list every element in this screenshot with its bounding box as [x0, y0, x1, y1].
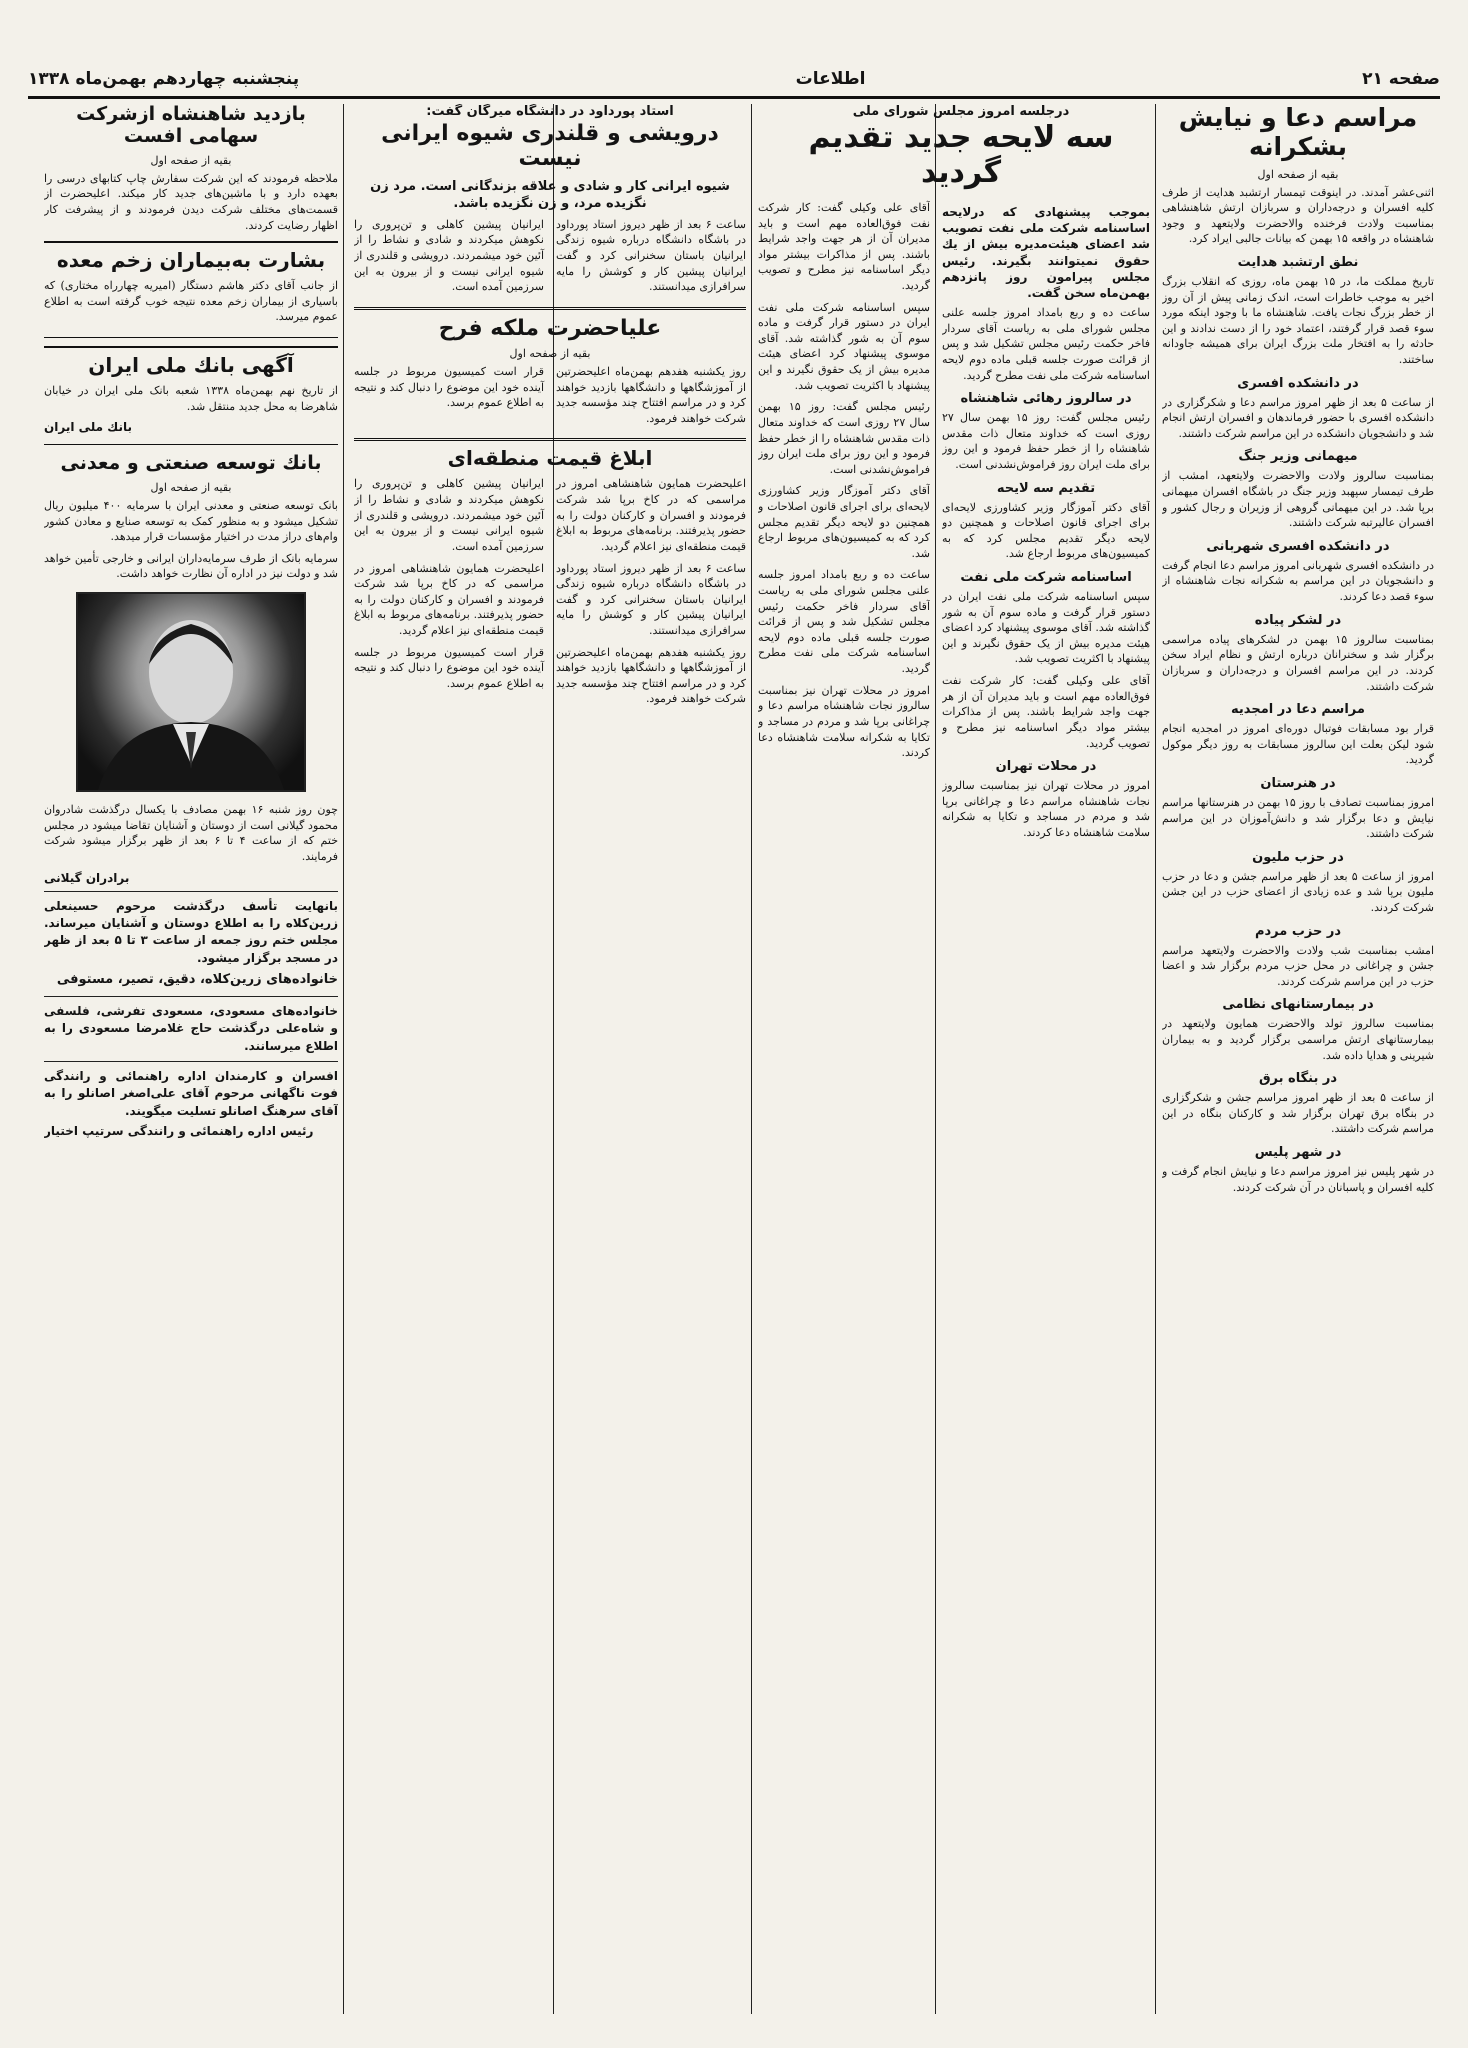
two-column-body: [354, 217, 746, 301]
paragraph: از ساعت ۵ بعد از ظهر امروز مراسم جشن و شکرگزاری در بنگاه برق تهران برگزار شد و کارکنان بنگاه در این مراسم شرکت داشتند.: [1162, 1091, 1434, 1136]
paragraph: بمناسبت سالروز ۱۵ بهمن در لشکرهای پیاده مراسمی برگزار شد و سخنرانان درباره ارتش و نظام ایراد سخن کردند. در این مراسم افسران و درجه‌داران و سربازان شرکت داشتند.: [1162, 632, 1434, 693]
paragraph: روز یکشنبه هفدهم بهمن‌ماه اعلیحضرتین از آموزشگاهها و دانشگاهها بازدید خواهند کرد و در مراسم افتتاح چند مؤسسه جدید شرکت خواهند فرمود.: [556, 365, 746, 425]
ad-stomach-ulcer: [44, 241, 338, 338]
paragraph: امروز در محلات تهران نیز بمناسبت سالروز نجات شاهنشاه مراسم دعا و چراغانی برپا شد و مردم در مساجد و تکایا به شکرانه سلامت شاهنشاه دعا کردند.: [942, 779, 1150, 839]
column-rule: [343, 104, 344, 2014]
headline-parliament: سه لایحه جدید تقدیم گردید: [808, 120, 1114, 190]
obituary-notice: خانواده‌های مسعودی، مسعودی تفرشی، فلسفی و شاه‌علی درگذشت حاج غلامرضا مسعودی را به اطلاع میرسانند.: [44, 1003, 338, 1053]
headline-industrial-bank: بانك توسعه صنعتی و معدنی: [60, 452, 322, 475]
paragraph: بمناسبت سالروز تولد والاحضرت همایون ولایتعهد در بیمارستانهای ارتش مراسمی برگزار گردید و به بیماران شیرینی و هدایا داده شد.: [1162, 1017, 1434, 1062]
paragraph: آقای علی وکیلی گفت: کار شرکت نفت فوق‌العاده مهم است و باید مدیران آن از هر جهت واجد شرایط باشند. پس از مذاکرات بیشتر مواد دیگر اساسنامه نیز مطرح و تصویب گردید.: [942, 674, 1150, 750]
section-heading: تقدیم سه لایحه: [996, 480, 1096, 496]
section-heading: نطق ارتشبد هدایت: [1237, 254, 1359, 270]
section-heading: در بنگاه برق: [1258, 1071, 1338, 1087]
paragraph: روز یکشنبه هفدهم بهمن‌ماه اعلیحضرتین از آموزشگاهها و دانشگاهها بازدید خواهند کرد و در مراسم افتتاح چند مؤسسه جدید شرکت خواهند فرمود.: [556, 645, 746, 706]
paragraph: ملاحظه فرمودند که این شرکت سفارش چاپ کتابهای درسی را بعهده دارد و با ماشین‌های جدید کار میکند. اعلیحضرت از قسمت‌های مختلف شرکت دیدن فرمودند و از پیشرفت کار اظهار رضایت کردند.: [44, 171, 338, 232]
section-heading: در محلات تهران: [995, 759, 1097, 775]
body-column: [556, 217, 746, 301]
section-heading: در دانشکده افسری شهربانی: [1206, 538, 1390, 554]
body-column: [354, 476, 544, 713]
paragraph: از جانب آقای دکتر هاشم دستگار (امیریه چهارراه مختاری) که باسیاری از بیماران زخم معده نتیجه خوب گرفته است به اطلاع عموم میرسد.: [44, 279, 338, 324]
paragraph: سپس اساسنامه شرکت ملی نفت ایران در دستور قرار گرفت و ماده سوم آن به شور گذاشته شد. آقای موسوی پیشنهاد کرد اعضای هیئت مدیره بیش از یک حقوق نگیرند و این پیشنهاد با اکثریت تصویب شد.: [942, 590, 1150, 666]
two-column-body: [354, 364, 746, 432]
section-heading: میهمانی وزیر جنگ: [1238, 449, 1358, 465]
section-heading: در حزب ملیون: [1252, 849, 1344, 865]
headline-queen-farah: علیاحضرت ملکه فرح: [438, 315, 662, 341]
paper-name: اطلاعات: [795, 69, 866, 89]
headline-offset-visit: بازدید شاهنشاه ازشرکت سهامی افست: [76, 104, 306, 147]
masthead: [28, 62, 1440, 99]
issue-date: پنجشنبه چهاردهم بهمن‌ماه ۱۳۳۸: [28, 69, 300, 89]
headline-stomach-ulcer: بشارت به‌بیماران زخم معده: [56, 248, 326, 273]
divider: [44, 891, 338, 892]
portrait-photo: [76, 592, 306, 792]
paragraph: در دانشکده افسری شهربانی امروز مراسم دعا انجام گرفت و دانشجویان در این مراسم به شکرانه نجات شاهنشاه از سوء قصد دعا کردند.: [1162, 558, 1434, 604]
paragraph: قرار است کمیسیون مربوط در جلسه آینده خود این موضوع را دنبال کند و نتیجه به اطلاع عموم برسد.: [354, 645, 544, 690]
section-heading: در دانشکده افسری: [1237, 375, 1359, 391]
paragraph: سرمایه بانک از طرف سرمایه‌داران ایرانی و خارجی تأمین خواهد شد و دولت نیز در اداره آن نظارت خواهد داشت.: [44, 551, 338, 581]
headline-ceremonies: مراسم دعا و نیایش بشکرانه: [1178, 104, 1418, 161]
paragraph: در شهر پلیس نیز امروز مراسم دعا و نیایش انجام گرفت و کلیه افسران و پاسبانان در آن شرکت کردند.: [1162, 1165, 1434, 1194]
body-column: [556, 364, 746, 432]
paragraph: اثنی‌عشر آمدند. در اینوقت تیمسار ارتشبد هدایت از طرف کلیه افسران و درجه‌داران و سربازان ارتش شاهنشاهی بمناسبت ولادت فرخنده والاحضرت ولایتعهد و وجود شاهنشاه در واقعه ۱۵ بهمن که بیانات جالبی ایراد کرد.: [1162, 185, 1434, 246]
paragraph: امروز بمناسبت تصادف با روز ۱۵ بهمن در هنرستانها مراسم نیایش و دعا برگزار شد و دانش‌آموزان در این مراسم شرکت داشتند.: [1162, 795, 1434, 841]
body-column: [354, 217, 544, 301]
paragraph: ساعت ۶ بعد از ظهر دیروز استاد پورداود در باشگاه دانشگاه درباره شیوه زندگی ایرانیان باستان سخنرانی کرد و گفت ایرانیان پیشین کار و کوشش را مایه سرافرازی میدانستند.: [556, 217, 746, 294]
paragraph: اعلیحضرت همایون شاهنشاهی امروز در مراسمی که در کاخ برپا شد شرکت فرمودند و افسران و کارکنان دولت را به حضور پذیرفتند. برنامه‌های مربوط به ابلاغ قیمت منطقه‌ای نیز اعلام گردید.: [354, 561, 544, 637]
paragraph: ساعت ۶ بعد از ظهر دیروز استاد پورداود در باشگاه دانشگاه درباره شیوه زندگی ایرانیان باستان سخنرانی کرد و گفت ایرانیان پیشین کار و کوشش را مایه سرافرازی میدانستند.: [556, 561, 746, 637]
paragraph: اعلیحضرت همایون شاهنشاهی امروز در مراسمی که در کاخ برپا شد شرکت فرمودند و افسران و کارکنان دولت را به حضور پذیرفتند. برنامه‌های مربوط به ابلاغ قیمت منطقه‌ای نیز اعلام گردید.: [556, 477, 746, 553]
paragraph: رئیس مجلس گفت: روز ۱۵ بهمن سال ۲۷ روزی است که خداوند متعال ذات مقدس شاهنشاه را از خطر حفظ فرمود و این روز برای ملت ایران روز فراموش‌نشدنی است.: [758, 400, 930, 476]
paragraph: آقای دکتر آموزگار وزیر کشاورزی لایحه‌ای برای اجرای قانون اصلاحات و همچنین دو لایحه دیگر تقدیم مجلس کرد که به کمیسیون‌های مربوط ارجاع شد.: [758, 484, 930, 560]
paragraph: سپس اساسنامه شرکت ملی نفت ایران در دستور قرار گرفت و ماده سوم آن به شور گذاشته شد. آقای موسوی پیشنهاد کرد اعضای هیئت مدیره بیش از یک حقوق نگیرند و این پیشنهاد با اکثریت تصویب شد.: [758, 300, 930, 392]
section-heading: در هنرستان: [1260, 775, 1336, 791]
paragraph: ایرانیان پیشین کاهلی و تن‌پروری را نکوهش میکردند و شادی و نشاط را از آئین خود میشمردند. درویشی و قلندری از شیوه ایرانی نیست و از بیرون به این سرزمین آمده است.: [354, 477, 544, 553]
two-column-body: [354, 476, 746, 713]
kicker-pourdavoud: استاد پورداود در دانشگاه میرگان گفت:: [426, 104, 674, 119]
continued-note: بقیه از صفحه اول: [1257, 167, 1339, 181]
paragraph: قرار بود مسابقات فوتبال دوره‌ای امروز در امجدیه انجام شود لیکن بعلت این سالروز مسابقات به روز دیگر موکول گردید.: [1162, 722, 1434, 767]
continued-note: بقیه از صفحه اول: [509, 347, 591, 361]
subheadline: بموجب پیشنهادی که درلایحه اساسنامه شرکت ملی نفت تصویب شد اعضای هیئت‌مدیره بیش از یك حقوق نمیتوانند بگیرند. رئیس مجلس پیرامون روز پانزدهم بهمن‌ماه سخن گفت.: [942, 205, 1150, 300]
section-heading: مراسم دعا در امجدیه: [1231, 702, 1365, 718]
paragraph: امروز در محلات تهران نیز بمناسبت سالروز نجات شاهنشاه مراسم دعا و چراغانی برپا شد و مردم در مساجد و تکایا به شکرانه سلامت شاهنشاه دعا کردند.: [758, 683, 930, 760]
section-heading: در سالروز رهائی شاهنشاه: [960, 391, 1132, 407]
headline-regional-price: ابلاغ قیمت منطقه‌ای: [447, 446, 653, 471]
column-rule: [935, 104, 936, 2014]
headline-pourdavoud: درویشی و قلندری شیوه ایرانی نیست: [381, 121, 719, 172]
body-column: [556, 476, 746, 713]
paragraph: ساعت ده و ربع بامداد امروز جلسه علنی مجلس شورای ملی به ریاست آقای سردار فاخر حکمت رئیس مجلس تشکیل شد و پس از قرائت صورت جلسه قبلی ماده دوم لایحه اساسنامه شرکت ملی نفت مطرح گردید.: [758, 568, 930, 676]
ad-bank-melli: [44, 346, 338, 445]
subheadline: شیوه ایرانی کار و شادی و علاقه بزندگانی است. مرد زن نگزیده مرد، و زن نگزیده باشد.: [370, 178, 730, 212]
section-heading: در حزب مردم: [1254, 923, 1342, 939]
continued-note: بقیه از صفحه اول: [150, 481, 232, 495]
paragraph: ایرانیان پیشین کاهلی و تن‌پروری را نکوهش میکردند و شادی و نشاط را از آئین خود میشمردند. درویشی و قلندری از شیوه ایرانی نیست و از بیرون به این سرزمین آمده است.: [354, 217, 544, 294]
signature: برادران گیلانی: [44, 870, 130, 885]
section-heading: در لشکر پیاده: [1254, 612, 1342, 628]
article-parliament-header: [772, 104, 1150, 196]
divider: [44, 996, 338, 997]
divider: [44, 1061, 338, 1062]
article-parliament: [942, 200, 1150, 2014]
paragraph: بمناسبت سالروز ولادت والاحضرت ولایتعهد، امشب از طرف تیمسار سپهبد وزیر جنگ در باشگاه افسران میهمانی برپا شد. در این میهمانی گروهی از وزیران و رجال کشور و افسران عالیرتبه شرکت داشتند.: [1162, 469, 1434, 530]
obituary-notice: بانهایت تأسف درگذشت مرحوم حسینعلی زرین‌کلاه را به اطلاع دوستان و آشنایان میرساند. مجلس ختم روز جمعه از ساعت ۳ تا ۵ بعد از ظهر در مسجد برگزار میشود.: [44, 898, 338, 965]
signature: رئیس اداره راهنمائی و رانندگی سرتیپ اختیار: [44, 1124, 314, 1139]
paragraph: ساعت ده و ربع بامداد امروز جلسه علنی مجلس شورای ملی به ریاست آقای سردار فاخر حکمت رئیس مجلس تشکیل شد و پس از قرائت صورت جلسه قبلی ماده دوم لایحه اساسنامه شرکت ملی نفت مطرح گردید.: [942, 306, 1150, 382]
section-heading: اساسنامه شرکت ملی نفت: [960, 570, 1132, 586]
section-heading: در بیمارستانهای نظامی: [1222, 997, 1374, 1013]
portrait-silhouette: [78, 594, 304, 790]
divider: [354, 438, 746, 441]
caption: چون روز شنبه ۱۶ بهمن مصادف با یکسال درگذشت شادروان محمود گیلانی است از دوستان و آشنایان تقاضا میشود در مجلس ختم که از ساعت ۴ تا ۶ بعد از ظهر برگزار میشود شرکت فرمایند.: [44, 803, 338, 863]
column-rule: [751, 104, 752, 2014]
paragraph: امشب بمناسبت شب ولادت والاحضرت ولایتعهد مراسم جشن و چراغانی در محل حزب مردم برگزار شد و اعضا حزب در این مراسم شرکت کردند.: [1162, 943, 1434, 988]
signature: بانك ملی ایران: [44, 420, 132, 435]
paragraph: از ساعت ۵ بعد از ظهر امروز مراسم دعا و شکرگزاری در دانشکده افسری با حضور فرماندهان و افسران ارتش انجام شد و دانشجویان دانشکده در این مراسم شرکت داشتند.: [1162, 395, 1434, 440]
paragraph: آقای علی وکیلی گفت: کار شرکت نفت فوق‌العاده مهم است و باید مدیران آن از هر جهت واجد شرایط باشند. پس از مذاکرات بیشتر مواد دیگر اساسنامه نیز مطرح و تصویب گردید.: [758, 201, 930, 293]
continued-note: بقیه از صفحه اول: [150, 153, 232, 167]
headline-bank-melli: آگهی بانك ملی ایران: [88, 352, 294, 377]
paragraph: قرار است کمیسیون مربوط در جلسه آینده خود این موضوع را دنبال کند و نتیجه به اطلاع عموم برسد.: [354, 365, 544, 410]
article-ceremonies: [1162, 104, 1434, 2014]
column-rule: [1155, 104, 1156, 2014]
paragraph: رئیس مجلس گفت: روز ۱۵ بهمن سال ۲۷ روزی است که خداوند متعال ذات مقدس شاهنشاه را از خطر حفظ فرمود و این روز برای ملت ایران روز فراموش‌نشدنی است.: [942, 411, 1150, 471]
paragraph: تاریخ مملکت ما، در ۱۵ بهمن ماه، روزی که انقلاب بزرگ اخیر به موجب خاطرات است، اندک زمانی پیش از آن روز از خطر بزرگ نجات یافت. شاهنشاه ما با وجود اینکه مورد سوء قصد قرار گرفتند، اعتماد خود را از دست ندادند و این حادثه را به افتخار ملت بزرگ ایران برای همیشه جاودانه ساختند.: [1162, 274, 1434, 366]
paragraph: بانک توسعه صنعتی و معدنی ایران با سرمایه ۴۰۰ میلیون ریال تشکیل میشود و به منظور کمک به توسعه صنایع و معادن کشور وام‌های دراز مدت در اختیار مؤسسات قرار میدهد.: [44, 499, 338, 544]
page-number: صفحه ۲۱: [1362, 69, 1440, 89]
paragraph: آقای دکتر آموزگار وزیر کشاورزی لایحه‌ای برای اجرای قانون اصلاحات و همچنین دو لایحه دیگر تقدیم مجلس کرد که به کمیسیون‌های مربوط ارجاع شد.: [942, 500, 1150, 561]
obituary-notice: افسران و کارمندان اداره راهنمائی و رانندگی فوت ناگهانی مرحوم آقای علی‌اصغر اصانلو را به آقای سرهنگ اصانلو تسلیت میگویند.: [44, 1069, 338, 1118]
article-pourdavoud: [354, 104, 746, 2014]
paragraph: از تاریخ نهم بهمن‌ماه ۱۳۳۸ شعبه بانک ملی ایران در خیابان شاهرضا به محل جدید منتقل شد.: [44, 383, 338, 413]
divider: [354, 307, 746, 310]
article-left-column: [44, 104, 338, 2014]
section-heading: در شهر پلیس: [1254, 1145, 1342, 1161]
kicker-parliament: درجلسه امروز مجلس شورای ملی: [852, 104, 1070, 119]
body-column: [354, 364, 544, 432]
obituary-families: خانواده‌های زرین‌کلاه، دقیق، تصیر، مستوفی: [56, 972, 338, 988]
article-parliament-cont: [758, 200, 930, 2014]
paragraph: امروز از ساعت ۵ بعد از ظهر مراسم جشن و دعا در حزب ملیون برپا شد و عده زیادی از اعضای حزب در این جشن شرکت کردند.: [1162, 869, 1434, 914]
